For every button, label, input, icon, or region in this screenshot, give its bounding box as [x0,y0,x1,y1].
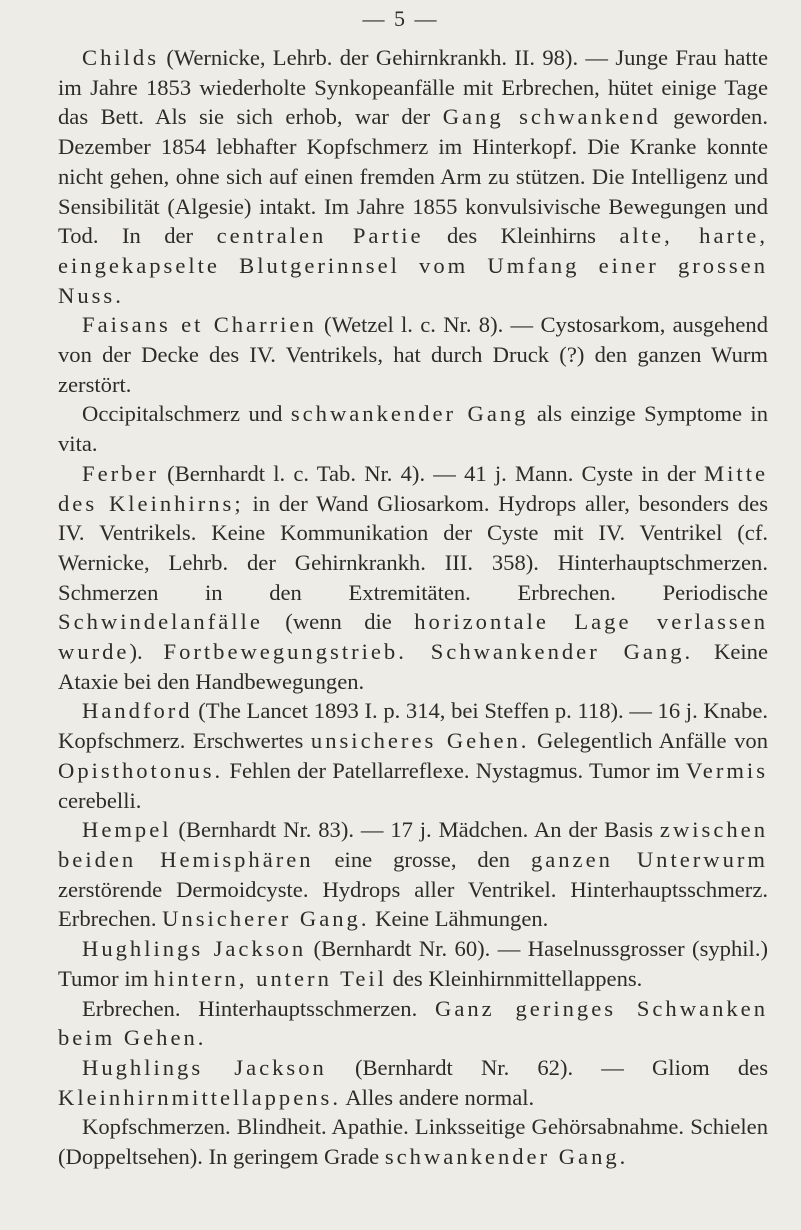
paragraph-text: (Bernhardt l. c. Tab. Nr. 4). — 41 j. Mann. Cyste in der [158,460,705,486]
spaced-emphasis-text: Unsicherer Gang. [162,906,370,932]
paragraph-text: Gelegentlich Anfälle von [529,728,768,754]
paragraph-text: (wenn die [262,609,415,635]
spaced-emphasis-text: Opisthotonus. [58,757,224,783]
paragraph-text: (Bernhardt Nr. 83). — 17 j. Mädchen. An der Basis [171,817,660,843]
paragraph-text: geworden. Dezember 1854 lebhafter Kopfschmerz im Hinterkopf. Die Kranke konnte nicht gehen, ohne sich auf einen fremden Arm zu stützen. Die Intelligenz und Sensibilität (Algesie) intakt. Im Jahre 1855 konvulsivische Bewegungen und Tod. In der [58,104,768,249]
spaced-emphasis-text: hintern, untern Teil [153,965,387,991]
spaced-emphasis-text: Fortbewegungstrieb. Schwankender Gang. [163,639,694,665]
paragraph [58,310,768,399]
paragraph [58,934,768,993]
spaced-emphasis-text: Vermis [685,757,768,783]
paragraph-text: zerstörende Dermoidcyste. Hydrops aller Ventrikel. Hinterhauptsschmerz. Erbrechen. [58,876,768,932]
paragraph-text: (Bernhardt Nr. 62). — Gliom des [326,1054,768,1080]
paragraph-text: Kopfschmerzen. Blindheit. Apathie. Linksseitige Gehörsabnahme. Schielen (Doppeltsehen). In geringem Grade [58,1114,768,1170]
spaced-emphasis-text: horizontale Lage verlassen wurde [58,609,768,665]
page-body-text [58,43,768,1172]
paragraph-text: als einzige Symptome in vita. [58,401,768,457]
paragraph-text: des Kleinhirnmittellappens. [386,965,643,991]
spaced-emphasis-text: schwankender Gang [290,401,529,427]
spaced-emphasis-text: Gang schwankend [442,104,661,130]
paragraph-text: Alles andere normal. [340,1084,535,1110]
spaced-emphasis-text: schwankender Gang. [384,1144,629,1170]
spaced-emphasis-text: ganzen Unterwurm [530,846,768,872]
paragraph-text: Erbrechen. Hinterhauptsschmerzen. [82,995,436,1021]
paragraph [58,1053,768,1112]
spaced-emphasis-text: Childs [82,45,160,70]
spaced-emphasis-text: Kleinhirnmittellappens. [58,1084,341,1110]
paragraph-text: (Wetzel l. c. Nr. 8). — Cystosarkom, ausgehend von der Decke des IV. Ventrikels, hat durch Druck (?) den ganzen Wurm zerstört. [58,312,769,397]
spaced-emphasis-text: unsicheres Gehen. [310,728,530,754]
paragraph-text: (Wernicke, Lehrb. der Gehirnkrankh. II. 98). — Junge Frau hatte im Jahre 1853 wiederholte Synkopeanfälle mit Erbrechen, hütet einige Tage das Bett. Als sie sich erhob, war der [58,45,768,130]
spaced-emphasis-text: centralen Partie [216,223,424,249]
paragraph [58,1112,768,1171]
paragraph [58,696,768,815]
paragraph-text: Occipitalschmerz und [82,401,291,427]
spaced-emphasis-text: Mitte des Kleinhirns; [58,460,768,516]
paragraph [58,43,768,310]
paragraph-text: ). [129,639,164,665]
spaced-emphasis-text: zwischen beiden Hemisphären [58,817,768,872]
spaced-emphasis-text: Faisans et Charrien [82,312,317,338]
spaced-emphasis-text: Ganz geringes Schwanken beim Gehen. [58,995,768,1051]
spaced-emphasis-text: Hughlings Jackson [82,936,307,962]
spaced-emphasis-text: Schwindelanfälle [58,609,263,635]
paragraph [58,399,768,458]
paragraph [58,994,768,1053]
paragraph [58,815,768,934]
paragraph-text: cerebelli. [58,787,142,813]
paragraph-text: (The Lancet 1893 I. p. 314, bei Steffen p. 118). — 16 j. Knabe. Kopfschmerz. Erschwertes [58,698,768,754]
paragraph-text: (Bernhardt Nr. 60). — Haselnussgrosser (syphil.) Tumor im [58,936,768,991]
paragraph-text: Keine Lähmungen. [369,906,549,932]
paragraph [58,459,768,697]
spaced-emphasis-text: Hempel [82,817,172,843]
paragraph-text: Keine Ataxie bei den Handbewegungen. [58,639,768,694]
spaced-emphasis-text: Ferber [82,460,159,486]
paragraph-text: des Kleinhirns [423,223,620,249]
paragraph-text: in der Wand Gliosarkom. Hydrops aller, besonders des IV. Ventrikels. Keine Kommunikation der Cyste mit IV. Ventrikel (cf. Wernicke, Lehrb. der Gehirnkrankh. III. 358). Hinterhauptschmerzen. Schmerzen in den Extremitäten. Erbrechen. Periodische [58,490,768,605]
spaced-emphasis-text: alte, harte, eingekapselte Blutgerinnsel vom Umfang einer grossen Nuss. [58,223,768,308]
spaced-emphasis-text: Handford [82,698,193,724]
paragraph-text: Fehlen der Patellarreflexe. Nystagmus. Tumor im [223,757,686,783]
page-number: — 5 — [362,6,439,31]
spaced-emphasis-text: Hughlings Jackson [82,1054,327,1080]
paragraph-text: eine grosse, den [313,846,531,872]
